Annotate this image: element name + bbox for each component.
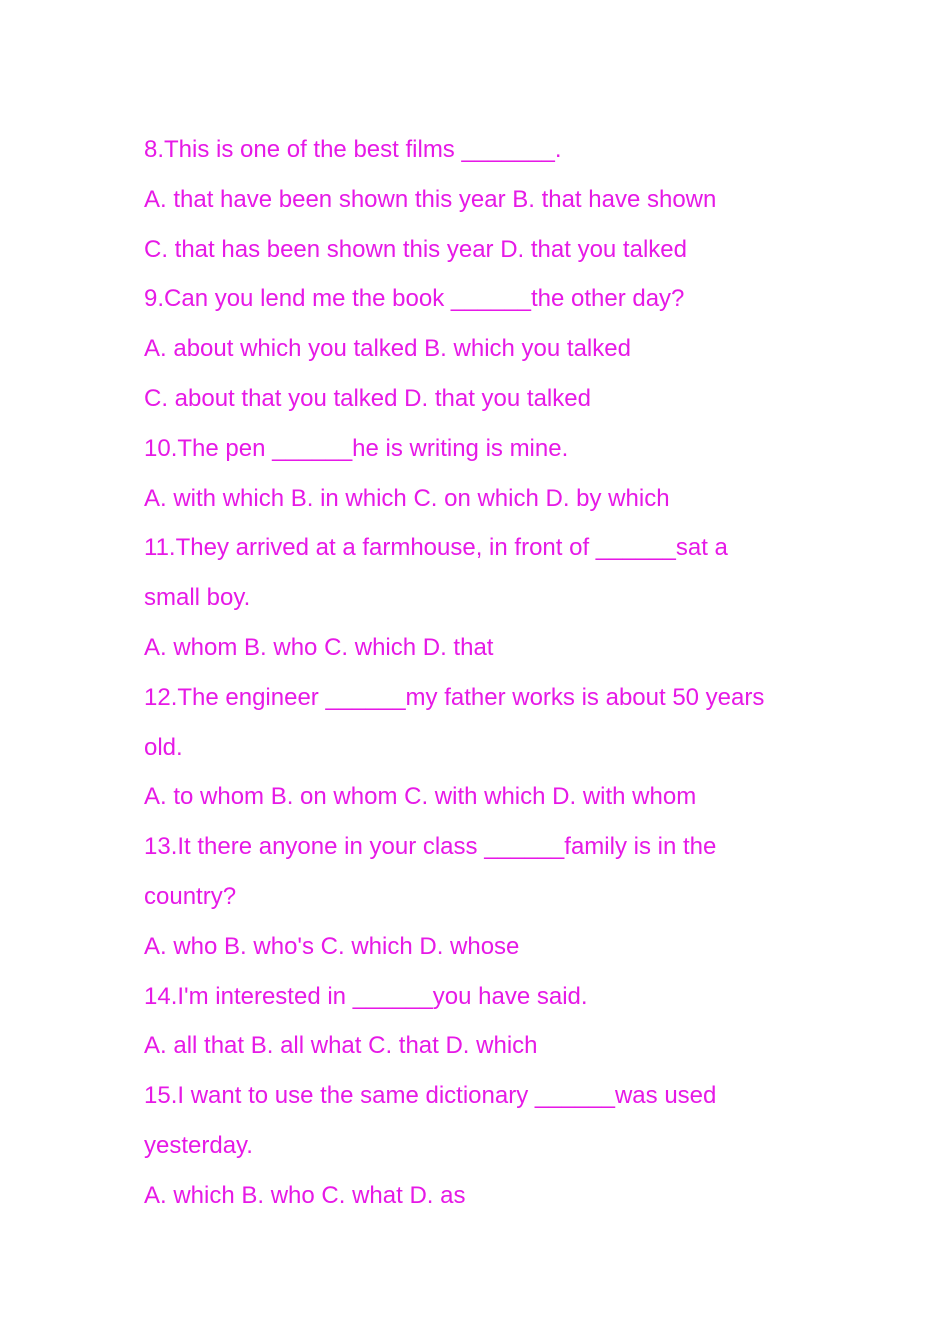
question-13-stem-line-2: country? [144,882,237,910]
question-14-stem: 14.I'm interested in ______you have said. [144,982,588,1010]
question-14-options: A. all that B. all what C. that D. which [144,1032,538,1060]
question-15-options: A. which B. who C. what D. as [144,1181,466,1209]
question-15-stem-line-2: yesterday. [144,1131,253,1159]
question-12-stem-line-2: old. [144,733,183,761]
question-15-stem-line-1: 15.I want to use the same dictionary ______was used [144,1082,717,1110]
question-11-options: A. whom B. who C. which D. that [144,633,494,661]
question-8-options-line-2: C. that has been shown this year D. that you talked [144,235,687,263]
question-10-options: A. with which B. in which C. on which D. by which [144,484,670,512]
question-list [144,125,844,1221]
question-11-stem-line-1: 11.They arrived at a farmhouse, in front of ______sat a [144,534,728,562]
question-13-options: A. who B. who's C. which D. whose [144,932,520,960]
question-9-options-line-1: A. about which you talked B. which you talked [144,335,631,363]
question-13-stem-line-1: 13.It there anyone in your class ______family is in the [144,833,717,861]
question-8-options-line-1: A. that have been shown this year B. that have shown [144,185,717,213]
question-11-stem-line-2: small boy. [144,584,251,612]
question-9-stem: 9.Can you lend me the book ______the other day? [144,285,685,313]
question-10-stem: 10.The pen ______he is writing is mine. [144,434,569,462]
question-12-options: A. to whom B. on whom C. with which D. with whom [144,783,697,811]
question-12-stem-line-1: 12.The engineer ______my father works is about 50 years [144,683,765,711]
question-9-options-line-2: C. about that you talked D. that you talked [144,384,591,412]
question-8-stem: 8.This is one of the best films _______. [144,136,562,163]
